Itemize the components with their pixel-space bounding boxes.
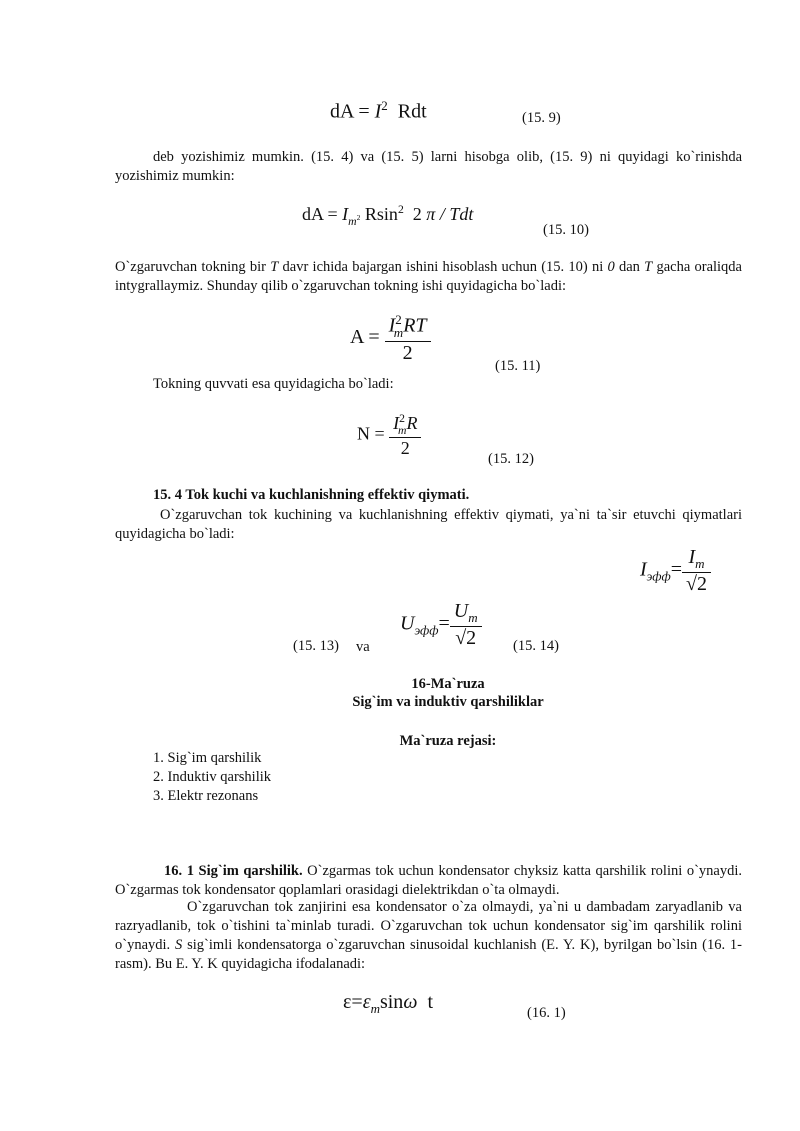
equation-15-13: $I_{эфф}=$ $\frac{I_m}{√2}$ bbox=[640, 546, 711, 596]
equation-15-10: dA = $I_{m^2}$ Rsin$^2$ 2 π / Tdt bbox=[302, 203, 474, 228]
equation-number-16-1: (16. 1) bbox=[527, 1005, 566, 1021]
lecture-title: 16-Ma`ruza bbox=[411, 676, 485, 692]
paragraph-6: O`zgaruvchan tok zanjirini esa kondensator o`za olmaydi, ya`ni u dambadam zaryadlanib va razryadlanib, tok o`tishini ta`minlab turadi. O`zgaruvchan tok uchun kondensator sig`im qarshilik rolini o`ynaydi. S sig`imli kondensatorga o`zgaruvchan sinusoidal kuchlanish (E. Y. K), byrilgan bo`lsin (16. 1-rasm). Bu E. Y. K quyidagicha ifodalanadi: bbox=[115, 899, 743, 972]
equation-number-15-9: (15. 9) bbox=[522, 110, 561, 126]
equation-number-15-13: (15. 13) bbox=[293, 638, 339, 654]
paragraph-1: deb yozishimiz mumkin. (15. 4) va (15. 5) larni hisobga olib, (15. 9) ni quyidagi ko`rinishda yozishimiz mumkin: bbox=[115, 149, 742, 184]
paragraph-4: O`zgaruvchan tok kuchining va kuchlanishning effektiv qiymati, ya`ni ta`sir etuvchi qiymatlari quyidagicha bo`ladi: bbox=[115, 507, 742, 542]
lecture-subtitle: Sig`im va induktiv qarshiliklar bbox=[352, 694, 544, 710]
equation-number-15-14: (15. 14) bbox=[513, 638, 559, 654]
plan-item-2: 2. Induktiv qarshilik bbox=[153, 769, 272, 785]
equation-15-11: A = $\frac{I^2_mRT}{2}$ bbox=[350, 312, 431, 365]
equation-number-15-11: (15. 11) bbox=[495, 358, 541, 374]
equation-15-9: dA = $I^2$ Rdt bbox=[330, 98, 427, 123]
plan-item-3: 3. Elektr rezonans bbox=[153, 788, 259, 804]
plan-title: Ma`ruza rejasi: bbox=[399, 733, 497, 749]
equation-16-1: $\varepsilon=\varepsilon_m\sin\omega$ t bbox=[343, 991, 433, 1016]
equation-15-12: N = $\frac{I^2_mR}{2}$ bbox=[357, 412, 421, 459]
equation-15-14: $U_{эфф}=$ $\frac{U_m}{√2}$ bbox=[400, 600, 482, 650]
section-heading-15-4: 15. 4 Tok kuchi va kuchlanishning effektiv qiymati. bbox=[153, 487, 470, 503]
plan-item-1: 1. Sig`im qarshilik bbox=[153, 750, 262, 766]
equation-number-15-10: (15. 10) bbox=[543, 222, 589, 238]
paragraph-2: O`zgaruvchan tokning bir T davr ichida bajargan ishini hisoblash uchun (15. 10) ni 0 dan T gacha oraliqda intygrallaymiz. Shunday qilib o`zgaruvchan tokning ishi quyidagicha bo`ladi: bbox=[115, 259, 742, 294]
paragraph-5: 16. 1 Sig`im qarshilik. O`zgarmas tok uchun kondensator chyksiz katta qarshilik rolini o`ynaydi. O`zgarmas tok kondensator qoplamlari orasidagi dielektrikdan o`ta olmaydi. bbox=[115, 863, 742, 898]
word-va: va bbox=[356, 639, 370, 655]
paragraph-3: Tokning quvvati esa quyidagicha bo`ladi: bbox=[153, 376, 394, 392]
equation-number-15-12: (15. 12) bbox=[488, 451, 534, 467]
